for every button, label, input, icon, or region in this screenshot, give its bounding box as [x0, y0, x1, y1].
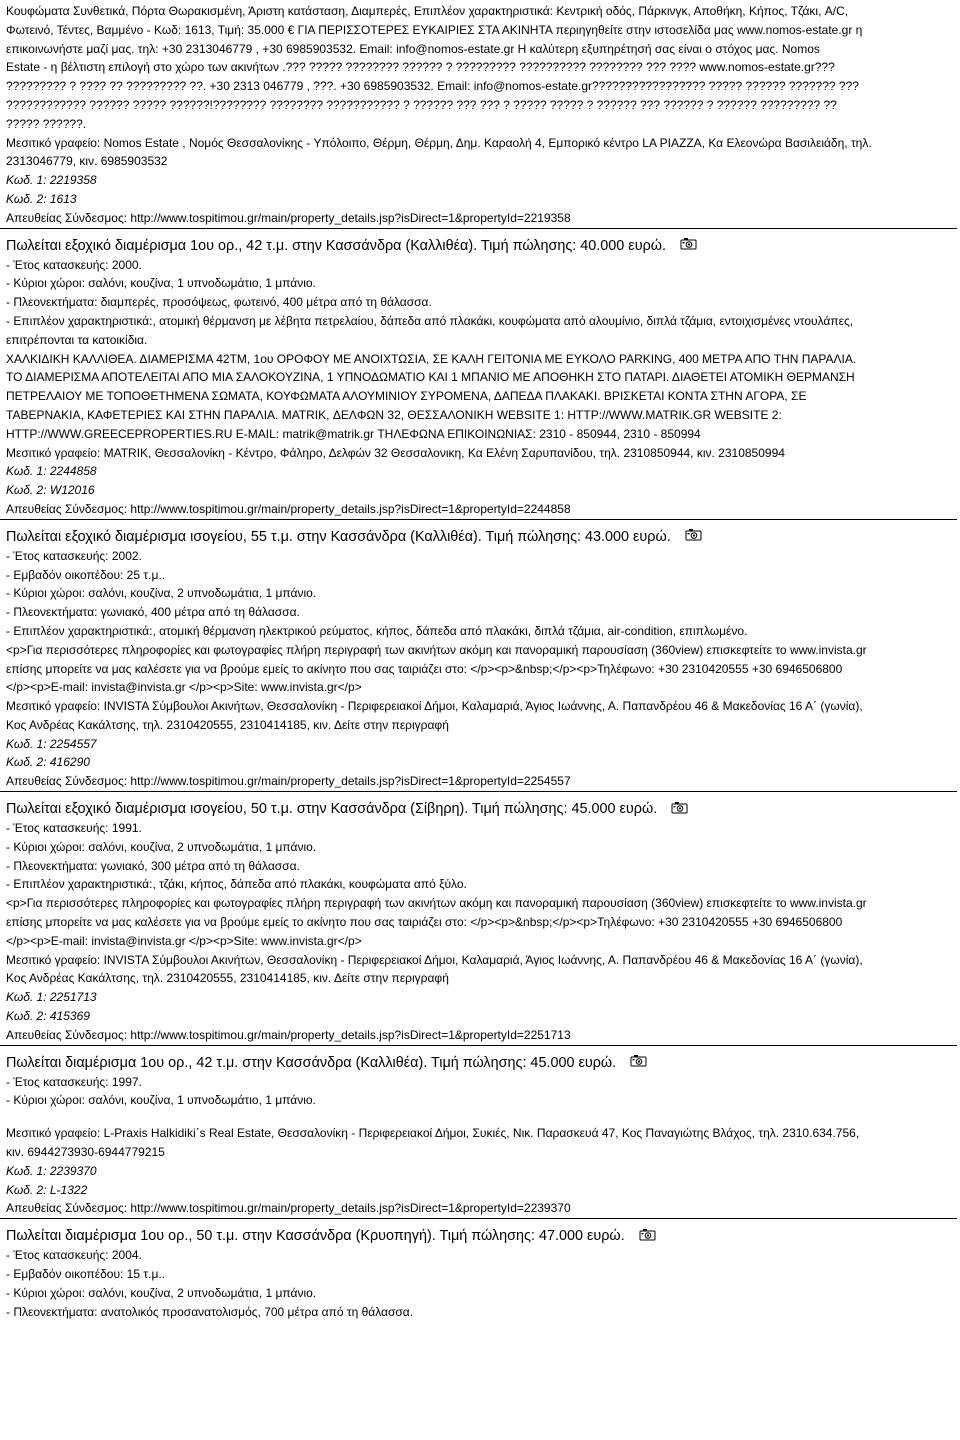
direct-link[interactable]: Απευθείας Σύνδεσμος: http://www.tospitimou.gr/main/property_details.jsp?isDirect=1&propertyId=2244858 — [6, 501, 571, 516]
code-1: Κωδ. 1: 2244858 — [6, 464, 97, 479]
listing-line: επίσης μπορείτε να μας καλέσετε για να βρούμε εμείς το ακίνητο που σας ταιριάζει στο: </p><p>&nbsp;</p><p>Τηλέφωνο: +30 2310420555 +30 6946506800 — [6, 661, 843, 676]
camera-icon[interactable] — [639, 1228, 656, 1241]
code-1: Κωδ. 1: 2254557 — [6, 736, 97, 751]
listing-line: Μεσιτικό γραφείο: INVISTA Σύμβουλοι Ακινήτων, Θεσσαλονίκη - Περιφερειακοί Δήμοι, Καλαμαριά, Άγιος Ιωάννης, Α. Παπανδρέου 46 & Μακεδονίας 16 Α΄ (γωνία), — [6, 699, 863, 714]
intro-line: ????????? ? ???? ?? ????????? ??. +30 2313 046779 , ???. +30 6985903532. Email: info@nomos-estate.gr????????????????? ????? ?????? ??????? ??? — [6, 79, 859, 94]
listing-line: HTTP://WWW.GREECEPROPERTIES.RU E-MAIL: matrik@matrik.gr ΤΗΛΕΦΩΝΑ ΕΠΙΚΟΙΝΩΝΙΑΣ: 2310 - 850944, 2310 - 850994 — [6, 426, 701, 441]
listing-line: <p>Για περισσότερες πληροφορίες και φωτογραφίες πλήρη περιγραφή των ακινήτων ακόμη και πανοραμική παρουσίαση (360view) επισκεφτείτε το www.invista.gr — [6, 896, 867, 911]
agency-phones: 2313046779, κιν. 6985903532 — [6, 154, 168, 169]
listing-line: - Κύριοι χώροι: σαλόνι, κουζίνα, 2 υπνοδωμάτια, 1 μπάνιο. — [6, 839, 317, 854]
agency-office: Μεσιτικό γραφείο: Nomos Estate , Νομός Θεσσαλονίκης - Υπόλοιπο, Θέρμη, Θέρμη, Δημ. Καραολή 4, Εμπορικό κέντρο LA PIAZZA, Κα Ελεονώρα Βασιλειάδη, τηλ. — [6, 135, 872, 150]
listing-line: - Πλεονεκτήματα: γωνιακό, 300 μέτρα από τη θάλασσα. — [6, 858, 300, 873]
listing-line: - Κύριοι χώροι: σαλόνι, κουζίνα, 1 υπνοδωμάτιο, 1 μπάνιο. — [6, 276, 316, 291]
intro-line: επικοινωνήστε μαζί μας. τηλ: +30 2313046779 , +30 6985903532. Email: info@nomos-estate.gr Η καλύτερη εξυπηρέτησή σας είναι ο στόχος μας. Nomos — [6, 41, 820, 56]
listing-line: ΠΕΤΡΕΛΑΙΟΥ ΜΕ ΤΟΠΟΘΕΤΗΜΕΝΑ ΣΩΜΑΤΑ, ΚΟΥΦΩΜΑΤΑ ΑΛΟΥΜΙΝΙΟΥ ΣΥΡΟΜΕΝΑ, ΔΑΠΕΔΑ ΠΛΑΚΑΚΙ. ΒΡΙΣΚΕΤΑΙ ΚΟΝΤΑ ΣΤΗΝ ΑΓΟΡΑ, ΣΕ — [6, 389, 807, 404]
listing — [0, 229, 957, 520]
listing-title[interactable] — [6, 229, 957, 256]
code-2: Κωδ. 2: 415369 — [6, 1009, 90, 1024]
listing-line: Κος Ανδρέας Κακάλτσης, τηλ. 2310420555, 2310414185, κιν. Δείτε στην περιγραφή — [6, 971, 449, 986]
direct-link[interactable]: Απευθείας Σύνδεσμος: http://www.tospitimou.gr/main/property_details.jsp?isDirect=1&propertyId=2239370 — [6, 1201, 571, 1216]
listing-line: Μεσιτικό γραφείο: MATRIK, Θεσσαλονίκη - Κέντρο, Φάληρο, Δελφών 32 Θεσσαλονικη, Κα Ελένη Σαρυπανίδου, τηλ. 2310850944, κιν. 2310850994 — [6, 445, 785, 460]
code-2: Κωδ. 2: 416290 — [6, 755, 90, 770]
listing-line: - Εμβαδόν οικοπέδου: 25 τ.μ.. — [6, 567, 166, 582]
intro-line: Estate - η βέλτιστη επιλογή στο χώρο των ακινήτων .??? ????? ???????? ?????? ? ????????? ?????????? ???????? ??? ???? www.nomos-estate.gr??? — [6, 60, 835, 75]
listing-line: κιν. 6944273930-6944779215 — [6, 1145, 165, 1160]
listing-line: - Επιπλέον χαρακτηριστικά:, ατομική θέρμανση με λέβητα πετρελαίου, δάπεδα από πλακάκι, κουφώματα από αλουμίνιο, διπλά τζάμια, εντοιχισμένες ντουλάπες, — [6, 313, 854, 328]
code-1: Κωδ. 1: 2239370 — [6, 1163, 97, 1178]
direct-link[interactable]: Απευθείας Σύνδεσμος: http://www.tospitimou.gr/main/property_details.jsp?isDirect=1&propertyId=2219358 — [6, 210, 571, 225]
code-2: Κωδ. 2: W12016 — [6, 483, 95, 498]
direct-link[interactable]: Απευθείας Σύνδεσμος: http://www.tospitimou.gr/main/property_details.jsp?isDirect=1&propertyId=2254557 — [6, 774, 571, 789]
listing-line: - Πλεονεκτήματα: ανατολικός προσανατολισμός, 700 μέτρα από τη θάλασσα. — [6, 1304, 414, 1319]
listing-line: - Πλεονεκτήματα: γωνιακό, 400 μέτρα από τη θάλασσα. — [6, 605, 300, 620]
listing — [0, 792, 957, 1046]
intro-section — [0, 0, 957, 229]
listing-line: - Έτος κατασκευής: 1997. — [6, 1074, 142, 1089]
listing — [0, 520, 957, 792]
listing-line: Μεσιτικό γραφείο: INVISTA Σύμβουλοι Ακινήτων, Θεσσαλονίκη - Περιφερειακοί Δήμοι, Καλαμαριά, Άγιος Ιωάννης, Α. Παπανδρέου 46 & Μακεδονίας 16 Α΄ (γωνία), — [6, 952, 863, 967]
camera-icon[interactable] — [630, 1054, 647, 1067]
code-1: Κωδ. 1: 2251713 — [6, 990, 97, 1005]
listing-line: </p><p>E-mail: invista@invista.gr </p><p>Site: www.invista.gr</p> — [6, 680, 362, 695]
listing-title-text[interactable]: Πωλείται διαμέρισμα 1ου ορ., 50 τ.μ. στην Κασσάνδρα (Κρυοπηγή). Τιμή πώλησης: 47.000 ευρώ. — [6, 1228, 625, 1245]
code-1: Κωδ. 1: 2219358 — [6, 173, 97, 188]
camera-icon[interactable] — [671, 801, 688, 814]
listing-title-text[interactable]: Πωλείται εξοχικό διαμέρισμα ισογείου, 50 τ.μ. στην Κασσάνδρα (Σίβηρη). Τιμή πώλησης: 45.000 ευρώ. — [6, 801, 658, 818]
listing-line: Μεσιτικό γραφείο: L-Praxis Halkidiki΄s Real Estate, Θεσσαλονίκη - Περιφερειακοί Δήμοι, Συκιές, Νικ. Παρασκευά 47, Κος Παναγιώτης Βλάχος, τηλ. 2310.634.756, — [6, 1126, 860, 1141]
listing-title-text[interactable]: Πωλείται εξοχικό διαμέρισμα 1ου ορ., 42 τ.μ. στην Κασσάνδρα (Καλλιθέα). Τιμή πώλησης: 40.000 ευρώ. — [6, 237, 667, 254]
intro-line: Φωτεινό, Τέντες, Βαμμένο - Κωδ: 1613, Τιμή: 35.000 € ΓΙΑ ΠΕΡΙΣΣΟΤΕΡΕΣ ΕΥΚΑΙΡΙΕΣ ΣΤΑ ΑΚΙΝΗΤΑ περιηγηθείτε στην ιστοσελίδα μας www.nomos-estate.gr η — [6, 22, 863, 37]
listing-line: - Έτος κατασκευής: 2002. — [6, 548, 142, 563]
listing-line: - Πλεονεκτήματα: διαμπερές, προσόψεως, φωτεινό, 400 μέτρα από τη θάλασσα. — [6, 295, 432, 310]
listing-title[interactable] — [6, 792, 957, 819]
listing-line: - Επιπλέον χαρακτηριστικά:, ατομική θέρμανση ηλεκτρικού ρεύματος, κήπος, δάπεδα από πλακάκι, διπλά τζάμια, air-condition, επιπλωμένο. — [6, 623, 748, 638]
code-2: Κωδ. 2: 1613 — [6, 191, 77, 206]
listing-line: - Έτος κατασκευής: 1991. — [6, 821, 142, 836]
listing-line: - Εμβαδόν οικοπέδου: 15 τ.μ.. — [6, 1267, 166, 1282]
listing-line: ΤΟ ΔΙΑΜΕΡΙΣΜΑ ΑΠΟΤΕΛΕΙΤΑΙ ΑΠΟ ΜΙΑ ΣΑΛΟΚΟΥΖΙΝΑ, 1 ΥΠΝΟΔΩΜΑΤΙΟ ΚΑΙ 1 ΜΠΑΝΙΟ ΜΕ ΑΠΟΘΗΚΗ ΣΤΟ ΠΑΤΑΡΙ. ΔΙΑΘΕΤΕΙ ΑΤΟΜΙΚΗ ΘΕΡΜΑΝΣΗ — [6, 370, 855, 385]
blank-line — [6, 1110, 957, 1124]
camera-icon[interactable] — [685, 528, 702, 541]
listing-line: - Επιπλέον χαρακτηριστικά:, τζάκι, κήπος, δάπεδα από πλακάκι, κουφώματα από ξύλο. — [6, 877, 467, 892]
listing-title[interactable] — [6, 1046, 957, 1073]
intro-line: ???????????? ?????? ????? ??????!???????? ???????? ??????????? ? ?????? ??? ??? ? ????? ????? ? ?????? ??? ?????? ? ?????? ????????? ?? — [6, 97, 837, 112]
listing-line: - Έτος κατασκευής: 2004. — [6, 1248, 142, 1263]
listing-line: Κος Ανδρέας Κακάλτσης, τηλ. 2310420555, 2310414185, κιν. Δείτε στην περιγραφή — [6, 717, 449, 732]
intro-line: ????? ??????. — [6, 116, 87, 131]
intro-line: Κουφώματα Συνθετικά, Πόρτα Θωρακισμένη, Άριστη κατάσταση, Διαμπερές, Επιπλέον χαρακτηριστικά: Κεντρική οδός, Πάρκινγκ, Αποθήκη, Κήπος, Τζάκι, A/C, — [6, 4, 849, 18]
direct-link[interactable]: Απευθείας Σύνδεσμος: http://www.tospitimou.gr/main/property_details.jsp?isDirect=1&propertyId=2251713 — [6, 1027, 571, 1042]
listing-line: - Κύριοι χώροι: σαλόνι, κουζίνα, 2 υπνοδωμάτια, 1 μπάνιο. — [6, 1285, 317, 1300]
camera-icon[interactable] — [680, 237, 697, 250]
listing — [0, 1046, 957, 1220]
listing-title[interactable] — [6, 1219, 957, 1246]
listing-line: - Κύριοι χώροι: σαλόνι, κουζίνα, 1 υπνοδωμάτιο, 1 μπάνιο. — [6, 1093, 316, 1108]
listing-line: ΤΑΒΕΡΝΑΚΙΑ, ΚΑΦΕΤΕΡΙΕΣ ΚΑΙ ΣΤΗΝ ΠΑΡΑΛΙΑ. MATRIK, ΔΕΛΦΩΝ 32, ΘΕΣΣΑΛΟΝΙΚΗ WEBSITE 1: HTTP://WWW.MATRIK.GR WEBSITE 2: — [6, 407, 782, 422]
listing-title-text[interactable]: Πωλείται εξοχικό διαμέρισμα ισογείου, 55 τ.μ. στην Κασσάνδρα (Καλλιθέα). Τιμή πώλησης: 43.000 ευρώ. — [6, 528, 671, 545]
listing-title-text[interactable]: Πωλείται διαμέρισμα 1ου ορ., 42 τ.μ. στην Κασσάνδρα (Καλλιθέα). Τιμή πώλησης: 45.000 ευρώ. — [6, 1054, 617, 1071]
listing-line: - Έτος κατασκευής: 2000. — [6, 257, 142, 272]
listing-line: επιτρέπονται τα κατοικίδια. — [6, 332, 148, 347]
listing — [0, 1219, 957, 1321]
listing-title[interactable] — [6, 520, 957, 547]
listing-line: ΧΑΛΚΙΔΙΚΗ ΚΑΛΛΙΘΕΑ. ΔΙΑΜΕΡΙΣΜΑ 42ΤΜ, 1ου ΟΡΟΦΟΥ ΜΕ ΑΝΟΙΧΤΩΣΙΑ, ΣΕ ΚΑΛΗ ΓΕΙΤΟΝΙΑ ΜΕ ΕΥΚΟΛΟ PARKING, 400 ΜΕΤΡΑ ΑΠΟ ΤΗΝ ΠΑΡΑΛΙΑ. — [6, 351, 857, 366]
listing-line: <p>Για περισσότερες πληροφορίες και φωτογραφίες πλήρη περιγραφή των ακινήτων ακόμη και πανοραμική παρουσίαση (360view) επισκεφτείτε το www.invista.gr — [6, 642, 867, 657]
listing-line: </p><p>E-mail: invista@invista.gr </p><p>Site: www.invista.gr</p> — [6, 933, 362, 948]
code-2: Κωδ. 2: L-1322 — [6, 1182, 88, 1197]
listing-line: - Κύριοι χώροι: σαλόνι, κουζίνα, 2 υπνοδωμάτια, 1 μπάνιο. — [6, 586, 317, 601]
listing-line: επίσης μπορείτε να μας καλέσετε για να βρούμε εμείς το ακίνητο που σας ταιριάζει στο: </p><p>&nbsp;</p><p>Τηλέφωνο: +30 2310420555 +30 6946506800 — [6, 915, 843, 930]
